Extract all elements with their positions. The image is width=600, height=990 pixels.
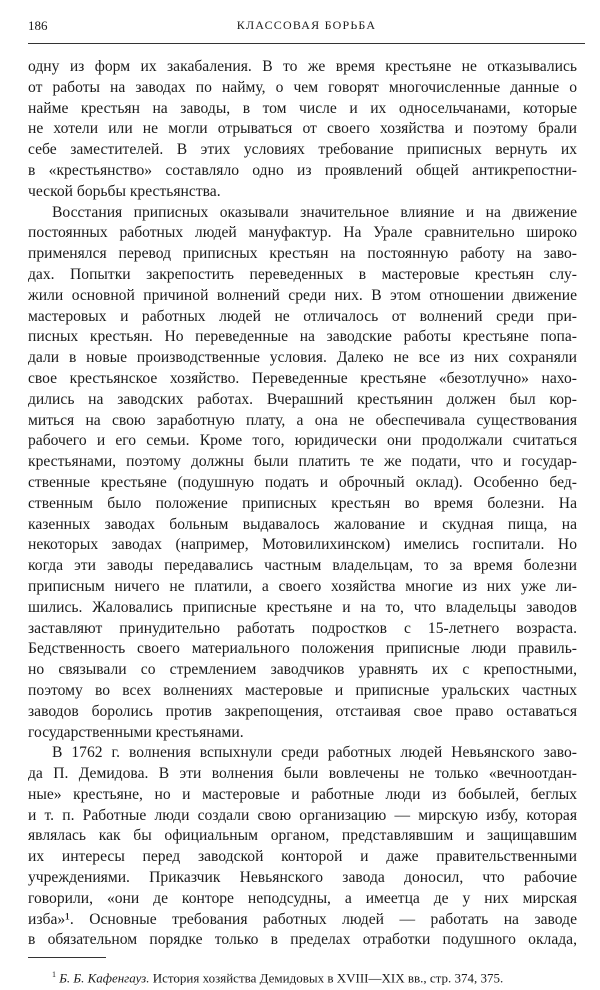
text-line: в «крестьянство» составляло одно из проявлений общей антикрепостни- [28, 161, 577, 179]
text-line: государственными крестьянами. [28, 723, 244, 741]
text-line: постоянных работных людей мануфактур. На Урале сравнительно широко [28, 224, 577, 242]
paragraph [28, 57, 577, 203]
text-line: когда эти заводы передавались частным владельцам, то за время болезни [28, 557, 577, 575]
text-line: одну из форм их закабаления. В то же время крестьяне не отказывались [28, 58, 577, 75]
running-title: КЛАССОВАЯ БОРЬБА [236, 18, 377, 32]
text-line: да П. Демидова. В эти волнения были вовлечены не только «вечноотдан- [28, 765, 577, 783]
text-line: в обязательном порядке только в пределах отработки подушного оклада, [28, 931, 577, 949]
footnote [52, 966, 577, 987]
text-line: ческой борьбы крестьянства. [28, 182, 221, 200]
paragraph [28, 743, 577, 951]
page-number: 186 [28, 18, 48, 33]
text-line: ственные крестьяне (подушную подать и оброчный оклад). Особенно бед- [28, 473, 577, 491]
text-line: от работы на заводах по найму, о чем говорят многочисленные данные о [28, 78, 577, 96]
text-line: заводов боролись против закрепощения, отстаивая свое право оставаться [28, 702, 577, 720]
text-line: себе заместителей. В этих условиях требование приписных вернуть их [28, 141, 577, 159]
running-header [28, 18, 585, 38]
text-line: В 1762 г. волнения вспыхнули среди работных людей Невьянского заво- [52, 744, 577, 762]
text-line: мастеровых и работных людей не отличалось от волнений среди при- [28, 307, 577, 325]
text-line: некоторых заводах (например, Мотовилихинском) имелись госпитали. Но [28, 536, 577, 554]
footnote-text: История хозяйства Демидовых в XVIII—XIX вв., стр. 374, 375. [152, 970, 504, 986]
text-line: но связывали со стремлением заводчиков уравнять их с крепостными, [28, 661, 577, 679]
text-line: жили основной причиной волнений среди них. В этом отношении движение [28, 286, 577, 304]
text-line: являлась как бы официальным органом, представлявшим и защищавшим [28, 827, 577, 845]
header-rule [28, 43, 585, 44]
footnote-marker: 1 [52, 970, 56, 979]
text-line: учреждениями. Приказчик Невьянского завода доносил, что рабочие [28, 869, 577, 887]
text-line: поэтому во всех волнениях мастеровые и приписные уральских частных [28, 681, 577, 699]
text-line: свое крестьянское хозяйство. Переведенные крестьяне «безотлучно» нахо- [28, 369, 577, 387]
text-line: ственным было положение приписных крестьян во время болезни. На [28, 494, 577, 512]
text-line: говорили, «они де конторе неподсудны, а имеетца де у них мирская [28, 889, 577, 907]
text-line: найме крестьян на заводы, в том числе и их односельчанами, которые [28, 99, 577, 117]
text-line: ные» крестьяне, но и мастеровые и работные люди из бобылей, беглых [28, 785, 577, 803]
text-line: миться на свою заработную плату, а она не обеспечивала существования [28, 411, 577, 429]
text-line: не хотели или не могли отрываться от своего хозяйства и поэтому брали [28, 120, 577, 138]
text-line: Бедственность своего материального положения приписные люди правиль- [28, 640, 577, 658]
text-line: приписным ничего не платили, а своего хозяйства многие из них уже ли- [28, 577, 577, 595]
text-line: дах. Попытки закрепостить переведенных в мастеровые крестьян слу- [28, 265, 577, 283]
text-line: изба»¹. Основные требования работных людей — работать на заводе [28, 910, 577, 928]
paragraph [28, 203, 577, 744]
text-line: рабочего и его семьи. Кроме того, юридически они продолжали считаться [28, 432, 577, 450]
text-line: дились на заводских работах. Вчерашний крестьянин должен был кор- [28, 390, 577, 408]
text-line: шились. Жаловались приписные крестьяне и на то, что владельцы заводов [28, 598, 577, 616]
footnote-author: Б. Б. Кафенгауз. [59, 970, 150, 986]
text-line: крестьянами, поэтому должны были платить те же подати, что и государ- [28, 453, 577, 471]
body-text [28, 57, 577, 951]
text-line: и т. п. Работные люди создали свою организацию — мирскую избу, которая [28, 806, 577, 824]
text-line: дали в новые производственные условия. Далеко не все из них сохраняли [28, 349, 577, 367]
text-line: казенных заводах больным выдавалось жалование и скудная пища, на [28, 515, 577, 533]
text-line: Восстания приписных оказывали значительное влияние и на движение [52, 203, 577, 221]
text-line: писных крестьян. Но переведенные на заводские работы крестьяне попа- [28, 328, 577, 346]
text-line: их интересы перед заводской конторой и даже правительственными [28, 848, 577, 866]
text-line: применялся перевод приписных крестьян на постоянную работу на заво- [28, 245, 577, 263]
footnote-rule [28, 957, 106, 958]
text-line: заставляют принудительно работать подростков с 15-летнего возраста. [28, 619, 577, 637]
